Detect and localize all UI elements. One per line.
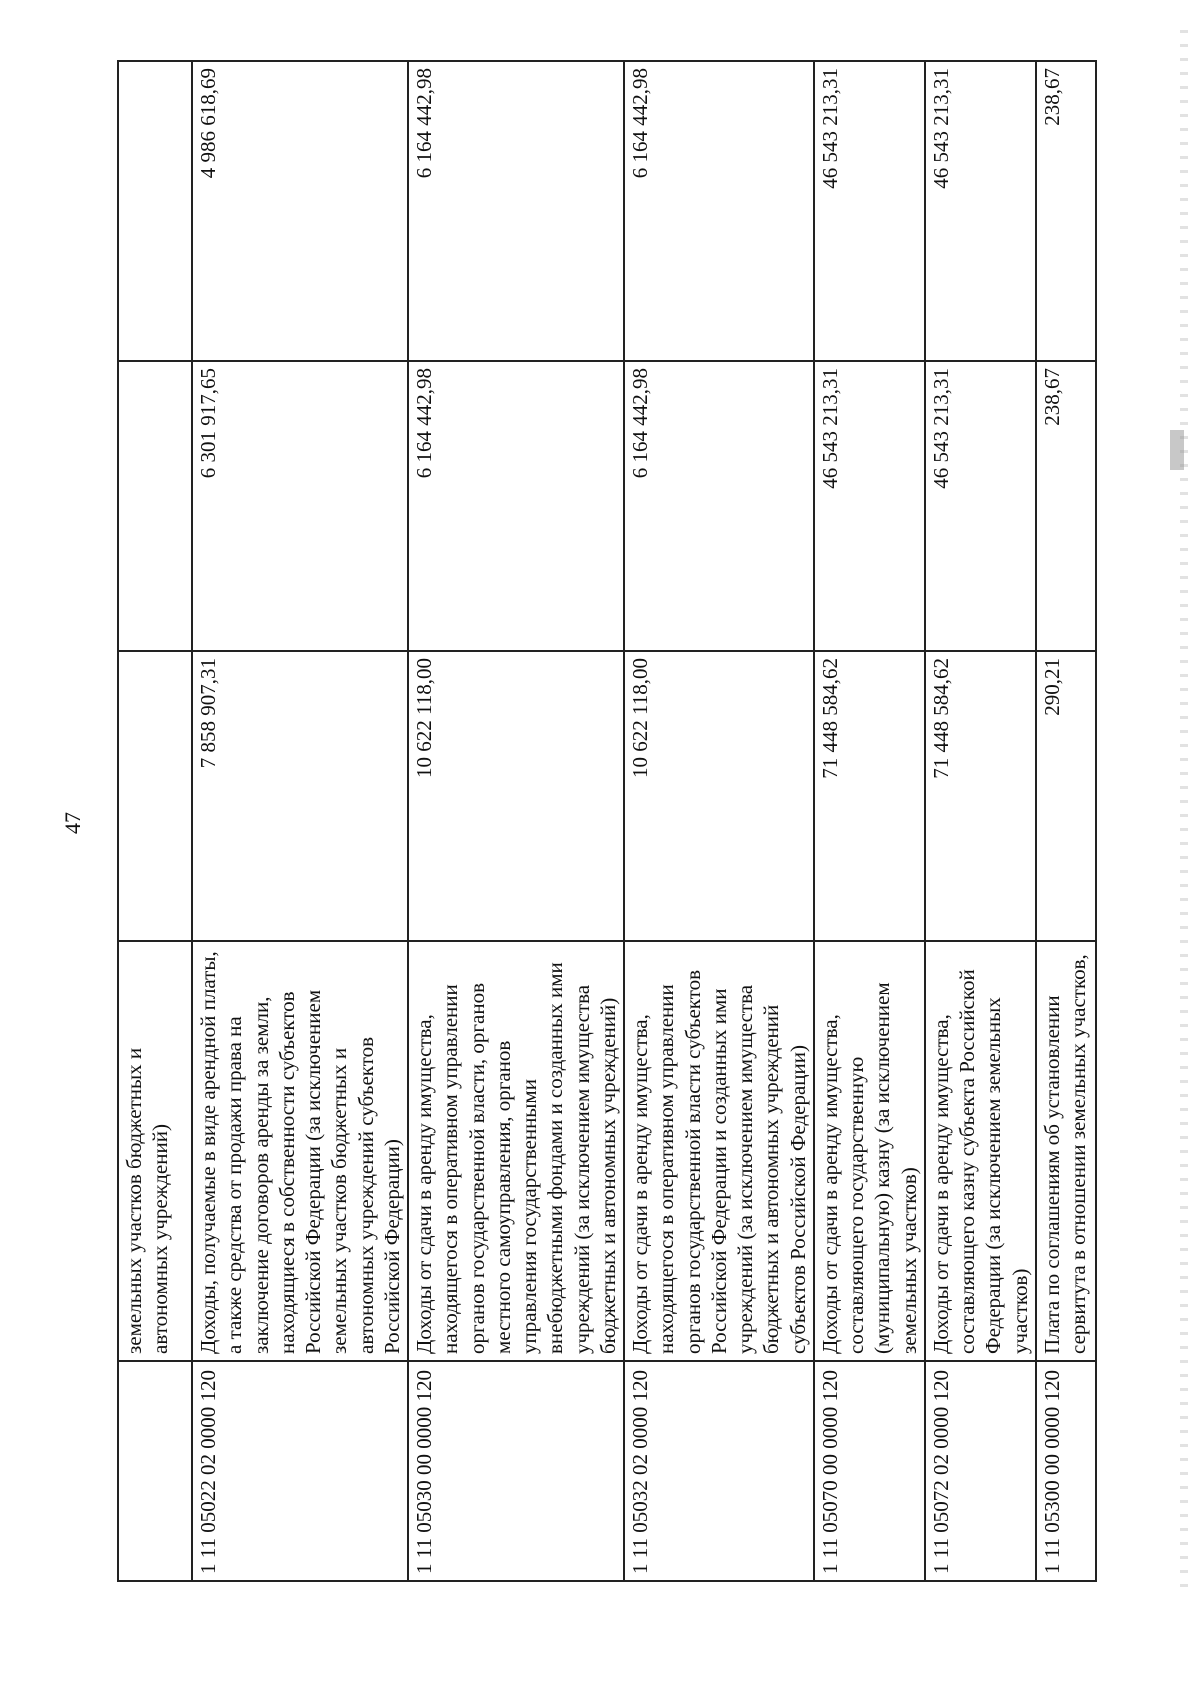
amount-cell: 10 622 118,00	[408, 651, 624, 941]
revenue-name-cell: Доходы, получаемые в виде арендной платы, а также средства от продажи права на заключение договоров аренды за земли, находящиеся в собственности субъектов Российской Федерации (за исключением земельных участков бюджетных и автономных учреждений субъектов Российской Федерации)	[192, 941, 408, 1361]
amount-cell: 46 543 213,31	[925, 361, 1036, 651]
amount-cell: 7 858 907,31	[192, 651, 408, 941]
budget-code-cell: 1 11 05300 00 0000 120	[1036, 1361, 1096, 1581]
table-row	[192, 61, 408, 1581]
revenue-name-cell: Доходы от сдачи в аренду имущества, находящегося в оперативном управлении органов государственной власти, органов местного самоуправления, органов управления государственными внебюджетными фондами и созданных ими учреждений (за исключением имущества бюджетных и автономных учреждений)	[408, 941, 624, 1361]
scan-edge-artifact	[1180, 30, 1188, 1590]
amount-cell: 10 622 118,00	[624, 651, 814, 941]
amount-cell: 71 448 584,62	[925, 651, 1036, 941]
rotated-page-content	[117, 62, 1090, 1582]
budget-code-cell	[118, 1361, 192, 1581]
amount-cell: 238,67	[1036, 61, 1096, 361]
table-row	[1036, 61, 1096, 1581]
amount-cell: 46 543 213,31	[925, 61, 1036, 361]
budget-code-cell: 1 11 05022 02 0000 120	[192, 1361, 408, 1581]
amount-cell	[118, 651, 192, 941]
budget-code-cell: 1 11 05032 02 0000 120	[624, 1361, 814, 1581]
revenue-name-cell: Доходы от сдачи в аренду имущества, составляющего государственную (муниципальную) казну (за исключением земельных участков)	[814, 941, 925, 1361]
amount-cell	[118, 61, 192, 361]
table-row	[118, 61, 192, 1581]
amount-cell: 6 164 442,98	[624, 361, 814, 651]
revenue-name-cell: Доходы от сдачи в аренду имущества, находящегося в оперативном управлении органов государственной власти субъектов Российской Федерации и созданных ими учреждений (за исключением имущества бюджетных и автономных учреждений субъектов Российской Федерации)	[624, 941, 814, 1361]
amount-cell: 71 448 584,62	[814, 651, 925, 941]
budget-code-cell: 1 11 05030 00 0000 120	[408, 1361, 624, 1581]
amount-cell: 238,67	[1036, 361, 1096, 651]
amount-cell: 6 164 442,98	[408, 361, 624, 651]
budget-code-cell: 1 11 05070 00 0000 120	[814, 1361, 925, 1581]
table-row	[814, 61, 925, 1581]
amount-cell: 4 986 618,69	[192, 61, 408, 361]
revenue-name-cell: земельных участков бюджетных и автономных учреждений)	[118, 941, 192, 1361]
revenue-name-cell: Доходы от сдачи в аренду имущества, составляющего казну субъекта Российской Федерации (за исключением земельных участков)	[925, 941, 1036, 1361]
amount-cell: 46 543 213,31	[814, 61, 925, 361]
amount-cell: 6 164 442,98	[624, 61, 814, 361]
page-number: 47	[60, 812, 85, 834]
revenue-name-cell: Плата по соглашениям об установлении сервитута в отношении земельных участков,	[1036, 941, 1096, 1361]
amount-cell: 46 543 213,31	[814, 361, 925, 651]
amount-cell: 6 301 917,65	[192, 361, 408, 651]
budget-code-cell: 1 11 05072 02 0000 120	[925, 1361, 1036, 1581]
scan-mark-artifact	[1170, 430, 1184, 470]
table-row	[925, 61, 1036, 1581]
table-row	[624, 61, 814, 1581]
table-row	[408, 61, 624, 1581]
amount-cell: 6 164 442,98	[408, 61, 624, 361]
amount-cell: 290,21	[1036, 651, 1096, 941]
revenue-table	[117, 60, 1097, 1582]
amount-cell	[118, 361, 192, 651]
